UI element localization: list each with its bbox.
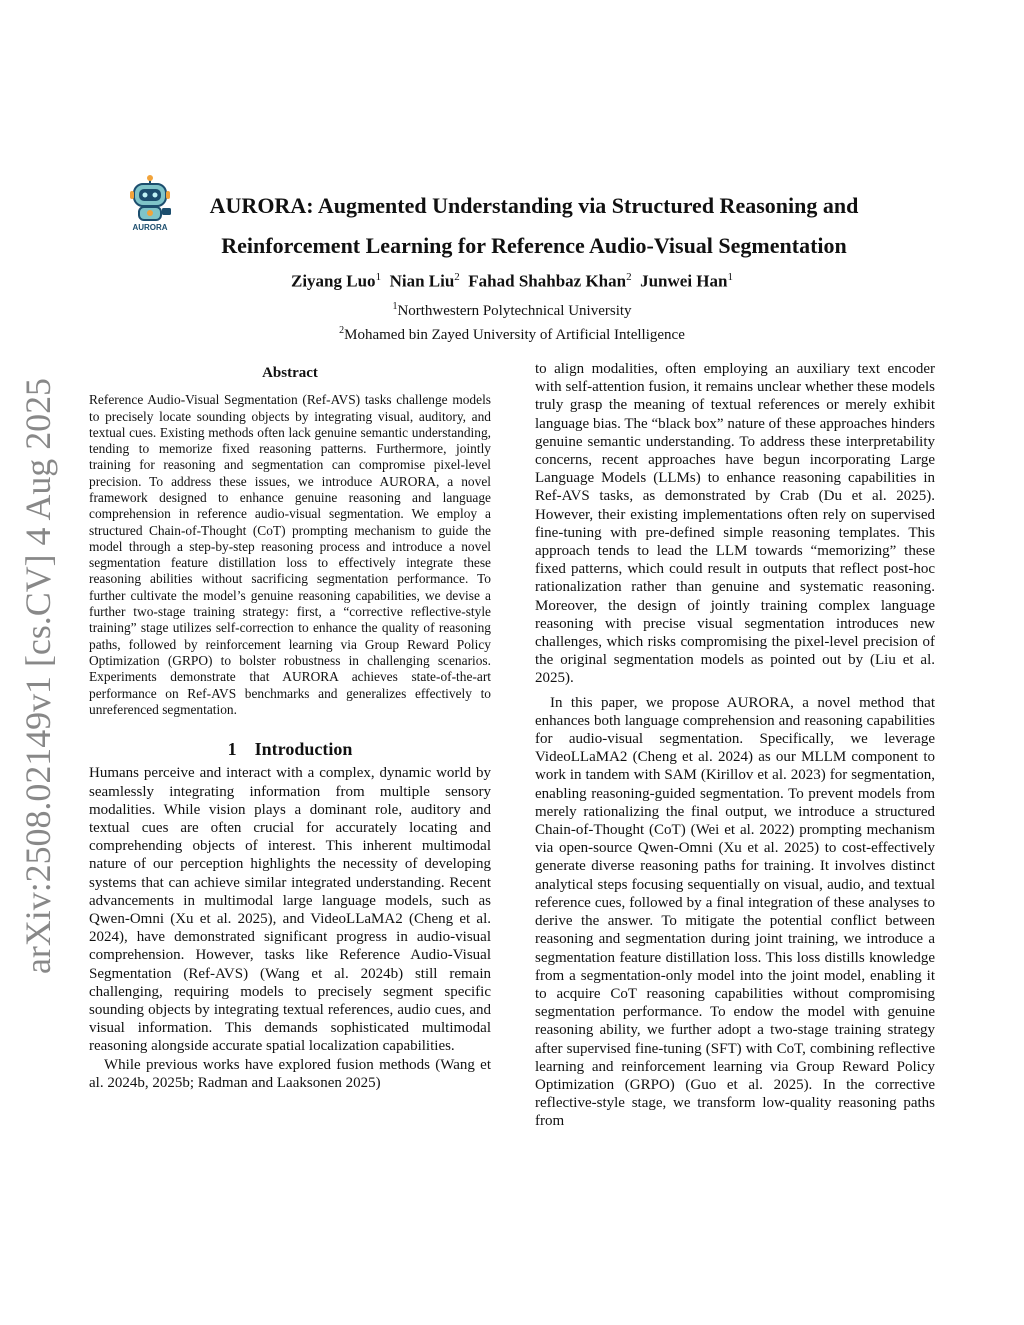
author-affiliation-mark: 2 <box>626 271 632 283</box>
abstract-text: Reference Audio-Visual Segmentation (Ref-AVS) tasks challenge models to precisely locate sounding objects by integrating visual, auditory, and textual cues. Existing methods often lack genuine semantic understanding, tending to memorize fixed reasoning patterns. Furthermore, jointly training for reasoning and segmentation can compromise pixel-level precision. To address these issues, we introduce AURORA, a novel framework designed to enhance genuine reasoning and language comprehension in reference audio-visual segmentation. We employ a structured Chain-of-Thought (CoT) prompting mechanism to guide the model through a step-by-step reasoning process and introduce a novel segmentation feature distillation loss to effectively integrate these reasoning abilities without sacrificing segmentation performance. To further cultivate the model’s genuine reasoning capabilities, we devise a further two-stage training strategy: first, a “corrective reflective-style training” stage utilizes self-correction to enhance the quality of reasoning paths, followed by reinforcement learning via Group Reward Policy Optimization (GRPO) to bolster robustness in challenging scenarios. Experiments demonstrate that AURORA achieves state-of-the-art performance on Ref-AVS benchmarks and generalizes effectively to unreferenced segmentation. <box>89 392 491 717</box>
affiliation-number: 1 <box>392 301 398 312</box>
intro-paragraph-1: Humans perceive and interact with a complex, dynamic world by seamlessly integrating information from multiple sensory modalities. While vision plays a dominant role, auditory and textual cues are often crucial for accurately locating and comprehending objects of interest. This inherent multimodal nature of our perception highlights the necessity of developing systems that can achieve similar integrated understanding. Recent advancements in multimodal large language models, such as Qwen-Omni (Xu et al. 2025), and VideoLLaMA2 (Cheng et al. 2024), have demonstrated significant progress in audio-visual comprehension. However, tasks like Reference Audio-Visual Segmentation (Ref-AVS) (Wang et al. 2024b) still remain challenging, requiring models to precisely segment specific sounding objects by integrating textual references, audio cues, and visual information. This demands sophisticated multimodal reasoning alongside accurate spatial localization capabilities. <box>89 765 491 1055</box>
arxiv-stamp-text: arXiv:2508.02149v1 [cs.CV] 4 Aug 2025 <box>18 376 58 974</box>
paper-title <box>130 186 938 266</box>
abstract-heading: Abstract <box>262 365 318 381</box>
affiliation-name: Northwestern Polytechnical University <box>397 303 632 319</box>
arxiv-stamp <box>6 376 62 974</box>
section-title: Introduction <box>254 739 353 760</box>
right-column <box>535 360 935 1131</box>
author-name: Junwei Han <box>640 271 728 291</box>
author-affiliation-mark: 2 <box>454 271 460 283</box>
affiliation <box>130 297 894 321</box>
title-line-2: Reinforcement Learning for Reference Audio-Visual Segmentation <box>221 233 847 258</box>
section-heading-introduction <box>89 740 491 758</box>
author-name: Nian Liu <box>389 271 455 291</box>
intro-paragraph-3: In this paper, we propose AURORA, a novel method that enhances both language comprehension and reasoning capabilities for audio-visual segmentation. Specifically, we leverage VideoLLaMA2 (Cheng et al. 2024) as our MLLM component to work in tandem with SAM (Kirillov et al. 2023) for segmentation, enabling reasoning-guided segmentation. To prevent models from merely rationalizing the final output, we introduce a structured Chain-of-Thought (CoT) (Wei et al. 2022) prompting mechanism via open-source Qwen-Omni (Xu et al. 2025) to cost-effectively generate diverse reasoning paths for training. It involves distinct analytical steps focusing sequentially on visual, audio, and textual reference cues, followed by a final integration of these analyses to derive the answer. To mitigate the potential conflict between reasoning and segmentation during joint training, we introduce a segmentation feature distillation loss. This loss distills knowledge from a segmentation-only model into the joint model, enabling it to acquire CoT reasoning capabilities without compromising segmentation performance. To endow the model with genuine reasoning ability, we further adopt a two-stage training strategy after supervised fine-tuning (SFT) with CoT, combining reflective learning and reinforcement learning via Group Reward Policy Optimization (GRPO) (Guo et al. 2025). In the corrective reflective-style stage, we transform low-quality reasoning paths from <box>535 694 935 1130</box>
intro-paragraph-2: While previous works have explored fusion methods (Wang et al. 2024b, 2025b; Radman and Laaksonen 2025) <box>89 1056 491 1091</box>
author-list <box>130 271 894 292</box>
affiliation <box>130 321 894 345</box>
author-name: Fahad Shahbaz Khan <box>468 271 627 291</box>
affiliation-list <box>130 297 894 345</box>
title-line-1: AURORA: Augmented Understanding via Structured Reasoning and <box>209 193 859 218</box>
section-number: 1 <box>227 739 237 760</box>
logo-caption: AURORA <box>132 223 168 232</box>
affiliation-name: Mohamed bin Zayed University of Artificial Intelligence <box>344 327 685 343</box>
author-affiliation-mark: 1 <box>375 271 382 283</box>
author-name: Ziyang Luo <box>291 271 376 291</box>
author-affiliation-mark: 1 <box>727 271 733 283</box>
left-column <box>89 364 491 1092</box>
affiliation-number: 2 <box>339 325 345 336</box>
intro-paragraph-2-continued: to align modalities, often employing an auxiliary text encoder with self-attention fusion, it remains unclear whether these models truly grasp the meaning of textual references or merely exhibit language bias. The “black box” nature of these approaches hinders genuine semantic understanding. To address these interpretability concerns, recent approaches have begun incorporating Large Language Models (LLMs) to enhance reasoning capabilities in Ref-AVS tasks, as demonstrated by Crab (Du et al. 2025). However, their existing implementations often rely on supervised fine-tuning with pre-defined simple reasoning templates. This approach tends to lead the LLM towards “memorizing” these fixed patterns, which could result in outputs that reflect post-hoc rationalization rather than genuine and systematic reasoning. Moreover, the design of jointly training complex language reasoning with precise visual segmentation introduces new challenges, which risks compromising the pixel-level precision of the original segmentation models as pointed out by (Liu et al. 2025). <box>535 361 935 687</box>
